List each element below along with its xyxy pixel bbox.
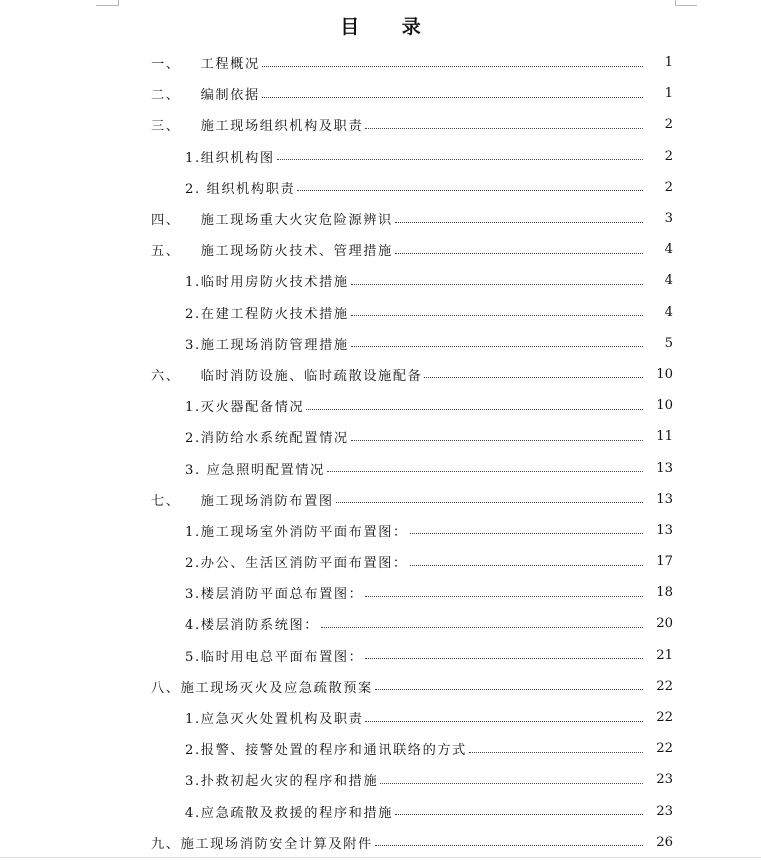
dot-leader xyxy=(380,783,643,784)
toc-entry[interactable] xyxy=(151,47,673,78)
toc-entry-page-number: 11 xyxy=(656,429,673,445)
toc-entry-page-number: 13 xyxy=(656,491,673,507)
toc-entry-text: 1.临时用房防火技术措施 xyxy=(185,275,349,291)
toc-entry-marker: 三、 xyxy=(151,119,181,135)
toc-entry-text: 施工现场组织机构及职责 xyxy=(200,119,364,135)
toc-entry-page-number: 20 xyxy=(656,616,673,632)
toc-entry-page-number: 13 xyxy=(656,460,673,476)
toc-entry[interactable] xyxy=(151,515,673,546)
toc-entry-label xyxy=(185,271,349,290)
toc-entry[interactable] xyxy=(151,640,673,671)
toc-entry[interactable] xyxy=(151,297,673,328)
dot-leader xyxy=(395,253,643,254)
dot-leader xyxy=(336,502,643,503)
toc-entry-text: 1.灭火器配备情况 xyxy=(185,400,305,416)
toc-entry-label xyxy=(185,614,319,633)
toc-entry-marker: 七、 xyxy=(151,493,181,509)
dot-leader xyxy=(424,377,643,378)
toc-entry-page-number: 10 xyxy=(656,398,673,414)
dot-leader xyxy=(262,66,643,67)
dot-leader xyxy=(277,159,643,160)
toc-entry-label xyxy=(151,240,393,259)
dot-leader xyxy=(469,752,643,753)
toc-entry[interactable] xyxy=(151,172,673,203)
toc-entry-text: 3.施工现场消防管理措施 xyxy=(185,337,349,353)
toc-entry-label xyxy=(185,739,467,758)
toc-entry-text: 施工现场防火技术、管理措施 xyxy=(200,244,393,260)
toc-entry-page-number: 10 xyxy=(656,366,673,382)
dot-leader xyxy=(365,658,643,659)
dot-leader xyxy=(297,190,643,191)
toc-entry[interactable] xyxy=(151,827,673,858)
toc-entry-label xyxy=(151,833,373,852)
toc-entry-text: 2.报警、接警处置的程序和通讯联络的方式 xyxy=(185,743,467,759)
toc-entry-label xyxy=(185,802,393,821)
toc-entry-page-number: 23 xyxy=(656,772,673,788)
toc-entry-label xyxy=(151,84,260,103)
dot-leader xyxy=(410,565,643,566)
dot-leader xyxy=(321,627,643,628)
page-bottom-edge xyxy=(0,857,761,858)
toc-entry[interactable] xyxy=(151,359,673,390)
toc-entry-label xyxy=(151,365,422,384)
toc-entry-page-number: 4 xyxy=(664,304,673,320)
toc-entry[interactable] xyxy=(151,484,673,515)
dot-leader xyxy=(395,222,643,223)
toc-entry[interactable] xyxy=(151,203,673,234)
toc-entry-page-number: 17 xyxy=(656,554,673,570)
toc-entry-label xyxy=(185,178,295,197)
toc-title: 目 录 xyxy=(340,16,439,38)
toc-entry[interactable] xyxy=(151,234,673,265)
toc-entry[interactable] xyxy=(151,452,673,483)
toc-entry[interactable] xyxy=(151,733,673,764)
toc-entry-page-number: 22 xyxy=(656,741,673,757)
toc-entry-text: 4.楼层消防系统图： xyxy=(185,618,320,634)
toc-entry-page-number: 22 xyxy=(656,710,673,726)
toc-entry-label xyxy=(185,521,408,540)
toc-entry-marker: 一、 xyxy=(151,57,181,73)
toc-entry[interactable] xyxy=(151,671,673,702)
toc-entry-page-number: 13 xyxy=(656,522,673,538)
toc-entry-page-number: 1 xyxy=(664,86,673,102)
dot-leader xyxy=(365,596,643,597)
toc-entry-page-number: 23 xyxy=(656,803,673,819)
toc-entry-page-number: 21 xyxy=(656,647,673,663)
toc-entry[interactable] xyxy=(151,78,673,109)
dot-leader xyxy=(365,721,643,722)
dot-leader xyxy=(365,128,643,129)
toc-entry-label xyxy=(185,583,363,602)
dot-leader xyxy=(395,814,643,815)
toc-entry-text: 1.施工现场室外消防平面布置图： xyxy=(185,524,408,540)
toc-entry[interactable] xyxy=(151,796,673,827)
toc-entry[interactable] xyxy=(151,265,673,296)
dot-leader xyxy=(351,346,643,347)
toc-entry-text: 九、施工现场消防安全计算及附件 xyxy=(151,836,373,852)
toc-entry-label xyxy=(151,490,334,509)
toc-entry[interactable] xyxy=(151,141,673,172)
toc-entry[interactable] xyxy=(151,546,673,577)
toc-entry[interactable] xyxy=(151,421,673,452)
toc-entry[interactable] xyxy=(151,764,673,795)
dot-leader xyxy=(410,533,643,534)
toc-entry-label xyxy=(185,396,304,415)
crop-mark-top-left-horizontal xyxy=(96,5,118,6)
toc-entry-text: 八、施工现场灭火及应急疏散预案 xyxy=(151,680,373,696)
toc-entry-text: 2.在建工程防火技术措施 xyxy=(185,306,349,322)
toc-entry-label xyxy=(185,427,349,446)
toc-entry-text: 施工现场消防布置图 xyxy=(200,493,334,509)
toc-entry-label xyxy=(185,770,378,789)
toc-entry-text: 2. 组织机构职责 xyxy=(185,181,296,197)
toc-entry-text: 临时消防设施、临时疏散设施配备 xyxy=(200,368,423,384)
toc-entry-label xyxy=(185,334,349,353)
toc-entry[interactable] xyxy=(151,390,673,421)
toc-entry-page-number: 18 xyxy=(656,585,673,601)
dot-leader xyxy=(351,284,643,285)
toc-entry-page-number: 26 xyxy=(656,834,673,850)
dot-leader xyxy=(306,409,643,410)
toc-entry-text: 2.办公、生活区消防平面布置图： xyxy=(185,556,408,572)
toc-entry-page-number: 5 xyxy=(664,335,673,351)
toc-entry-page-number: 2 xyxy=(664,179,673,195)
dot-leader xyxy=(375,689,643,690)
crop-mark-top-left-vertical xyxy=(118,0,119,6)
toc-entry-label xyxy=(185,708,363,727)
toc-entry-marker: 五、 xyxy=(151,244,181,260)
toc-entry-text: 1.应急灭火处置机构及职责 xyxy=(185,712,364,728)
dot-leader xyxy=(327,471,643,472)
toc-entry-page-number: 4 xyxy=(664,273,673,289)
toc-entry-label xyxy=(185,552,408,571)
toc-entry-text: 4.应急疏散及救援的程序和措施 xyxy=(185,805,394,821)
toc-entry-label xyxy=(151,677,373,696)
toc-entry-marker: 二、 xyxy=(151,88,181,104)
toc-entry-label xyxy=(185,459,325,478)
toc-entry[interactable] xyxy=(151,577,673,608)
toc-entry-page-number: 2 xyxy=(664,117,673,133)
toc-entry[interactable] xyxy=(151,608,673,639)
toc-entry-text: 编制依据 xyxy=(200,88,260,104)
toc-entry[interactable] xyxy=(151,702,673,733)
toc-entry-page-number: 3 xyxy=(664,211,673,227)
toc-entry-marker: 四、 xyxy=(151,213,181,229)
toc-entry-text: 2.消防给水系统配置情况 xyxy=(185,431,349,447)
toc-entry-text: 3. 应急照明配置情况 xyxy=(185,462,325,478)
table-of-contents xyxy=(151,47,673,858)
toc-entry[interactable] xyxy=(151,109,673,140)
toc-entry-text: 3.楼层消防平面总布置图： xyxy=(185,587,364,603)
toc-entry-text: 5.临时用电总平面布置图： xyxy=(185,649,364,665)
toc-entry-label xyxy=(185,646,363,665)
toc-entry-page-number: 4 xyxy=(664,242,673,258)
toc-entry-text: 施工现场重大火灾危险源辨识 xyxy=(200,213,393,229)
toc-entry-label xyxy=(151,53,260,72)
toc-entry-marker: 六、 xyxy=(151,368,181,384)
toc-entry-text: 1.组织机构图 xyxy=(185,150,275,166)
dot-leader xyxy=(351,315,643,316)
toc-entry-label xyxy=(185,147,275,166)
dot-leader xyxy=(375,845,643,846)
toc-entry-label xyxy=(151,115,363,134)
dot-leader xyxy=(351,440,643,441)
toc-entry-text: 3.扑救初起火灾的程序和措施 xyxy=(185,774,379,790)
toc-entry-page-number: 2 xyxy=(664,148,673,164)
crop-mark-top-right-horizontal xyxy=(675,5,697,6)
dot-leader xyxy=(262,97,643,98)
toc-entry-label xyxy=(151,209,393,228)
toc-entry-text: 工程概况 xyxy=(200,57,260,73)
toc-entry-label xyxy=(185,303,349,322)
toc-entry-page-number: 22 xyxy=(656,678,673,694)
toc-entry[interactable] xyxy=(151,328,673,359)
toc-entry-page-number: 1 xyxy=(664,55,673,71)
